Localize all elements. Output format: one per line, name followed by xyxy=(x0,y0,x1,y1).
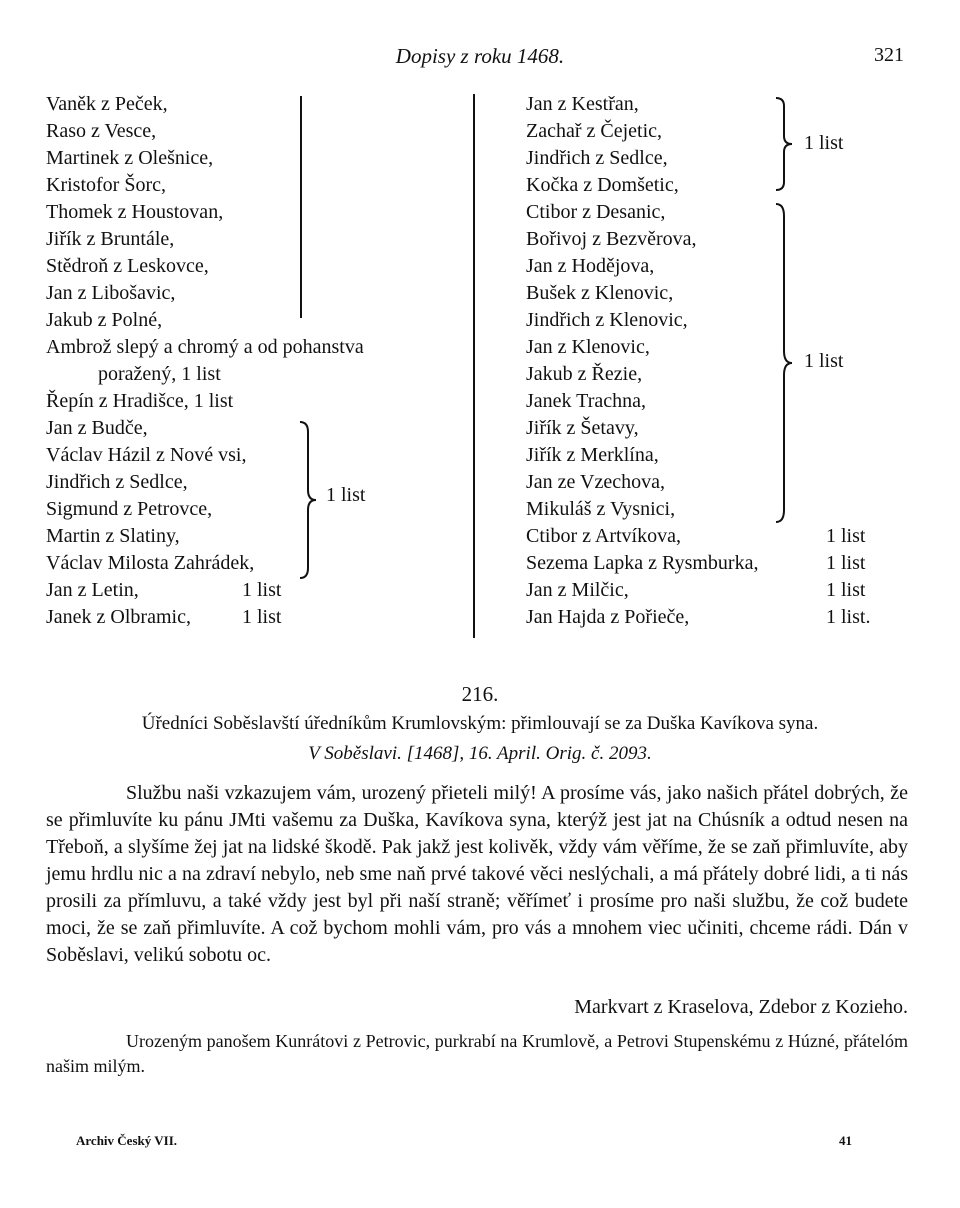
count-label: 1 list xyxy=(242,606,282,628)
list-item: Jindřich z Sedlce, xyxy=(526,147,668,169)
list-item: Thomek z Houstovan, xyxy=(46,201,224,223)
count-label: 1 list xyxy=(804,350,844,372)
curly-brace xyxy=(296,422,316,578)
list-item: Jan z Libošavic, xyxy=(46,282,176,304)
footer-sheet-number: 41 xyxy=(839,1133,852,1148)
list-item: Sezema Lapka z Rysmburka, xyxy=(526,552,759,574)
count-label: 1 list xyxy=(242,579,282,601)
count-label: 1 list xyxy=(826,525,866,547)
letter-text: Službu naši vzkazujem vám, urozený přieteli milý! A prosíme vás, jako našich přátel dobrých, že se přimluvíte ku pánu JMti vašemu za Duška, Kavíkova syna, kterýž jest jat na Chúsník a odtud nesen na Třeboň, a slyšíme žej jat na lidské škodě. Pak jakž jest kolivěk, vždy vám věříme, že se zaň přimluvíte, aby jemu hrdlu nic a na zdraví nebylo, neb sme naň prvé takové věci neslýchali, a má přátely dobré lidi, a ti nás prosili za přímluvu, a také vždy jest byl při naší straně; věřímeť i prosíme pro naši službu, že což budete moci, že se zaň přimluvíte. A což bychom mohli vám, pro vás a mnohem viec učiniti, chceme rádi. Dán v Soběslavi, velikú sobotu oc. xyxy=(46,782,908,966)
list-item: Jakub z Polné, xyxy=(46,309,163,331)
curly-brace xyxy=(772,204,792,522)
list-item: Ambrož slepý a chromý a od pohanstva xyxy=(46,336,364,358)
list-item: Kočka z Domšetic, xyxy=(526,174,679,196)
curly-brace xyxy=(772,98,792,190)
list-item: Ctibor z Artvíkova, xyxy=(526,525,681,547)
list-item: Sigmund z Petrovce, xyxy=(46,498,213,520)
address: Urozeným panošem Kunrátovi z Petrovic, purkrabí na Krumlově, a Petrovi Stupenskému z Húzné, přátelóm našim milým. xyxy=(46,1031,908,1076)
signature: Markvart z Kraselova, Zdebor z Kozieho. xyxy=(574,996,908,1018)
document-number: 216. xyxy=(461,682,499,706)
list-item: Janek z Olbramic, xyxy=(46,606,191,628)
list-item: Jiřík z Merklína, xyxy=(526,444,659,466)
footer-signature-mark: Archiv Český VII. xyxy=(76,1133,178,1148)
list-item: Mikuláš z Vysnici, xyxy=(526,498,676,520)
column-divider xyxy=(473,94,475,638)
list-item: Vaněk z Peček, xyxy=(46,93,168,115)
place-date: V Soběslavi. [1468], 16. April. Orig. č. 2093. xyxy=(308,743,652,764)
list-item: Martinek z Olešnice, xyxy=(46,147,214,169)
list-item: Jindřich z Klenovic, xyxy=(526,309,688,331)
list-item: Raso z Vesce, xyxy=(46,120,157,142)
bracket-line xyxy=(300,96,302,318)
list-item: Jan z Budče, xyxy=(46,417,148,439)
list-item: Václav Házil z Nové vsi, xyxy=(46,444,247,466)
list-item: Bořivoj z Bezvěrova, xyxy=(526,228,697,250)
letter-body xyxy=(46,780,908,969)
list-item: Kristofor Šorc, xyxy=(46,174,166,196)
list-item: Jiřík z Šetavy, xyxy=(526,417,639,439)
list-item: Jan z Klenovic, xyxy=(526,336,650,358)
list-item: Jan ze Vzechova, xyxy=(526,471,666,493)
list-item: Stědroň z Leskovce, xyxy=(46,255,209,277)
list-item: Jan z Letin, xyxy=(46,579,139,601)
list-item: Janek Trachna, xyxy=(526,390,646,412)
list-item: Jan z Milčic, xyxy=(526,579,629,601)
page-number: 321 xyxy=(874,44,904,66)
list-item: Jakub z Řezie, xyxy=(526,363,643,385)
count-label: 1 list. xyxy=(826,606,871,628)
list-item: Jan Hajda z Pořieče, xyxy=(526,606,690,628)
list-item: Jan z Hodějova, xyxy=(526,255,655,277)
list-item: Řepín z Hradišce, 1 list xyxy=(46,390,234,412)
list-item: Martin z Slatiny, xyxy=(46,525,180,547)
list-item: Jan z Kestřan, xyxy=(526,93,639,115)
list-item: Jindřich z Sedlce, xyxy=(46,471,188,493)
list-item: poražený, 1 list xyxy=(98,363,221,385)
count-label: 1 list xyxy=(826,579,866,601)
list-item: Václav Milosta Zahrádek, xyxy=(46,552,255,574)
list-item: Zachař z Čejetic, xyxy=(526,120,663,142)
running-title: Dopisy z roku 1468. xyxy=(395,44,565,68)
list-item: Bušek z Klenovic, xyxy=(526,282,674,304)
list-item: Jiřík z Bruntále, xyxy=(46,228,175,250)
document-summary: Úředníci Soběslavští úředníkům Krumlovským: přimlouvají se za Duška Kavíkova syna. xyxy=(141,713,819,734)
list-item: Ctibor z Desanic, xyxy=(526,201,666,223)
count-label: 1 list xyxy=(826,552,866,574)
count-label: 1 list xyxy=(326,484,366,506)
count-label: 1 list xyxy=(804,132,844,154)
